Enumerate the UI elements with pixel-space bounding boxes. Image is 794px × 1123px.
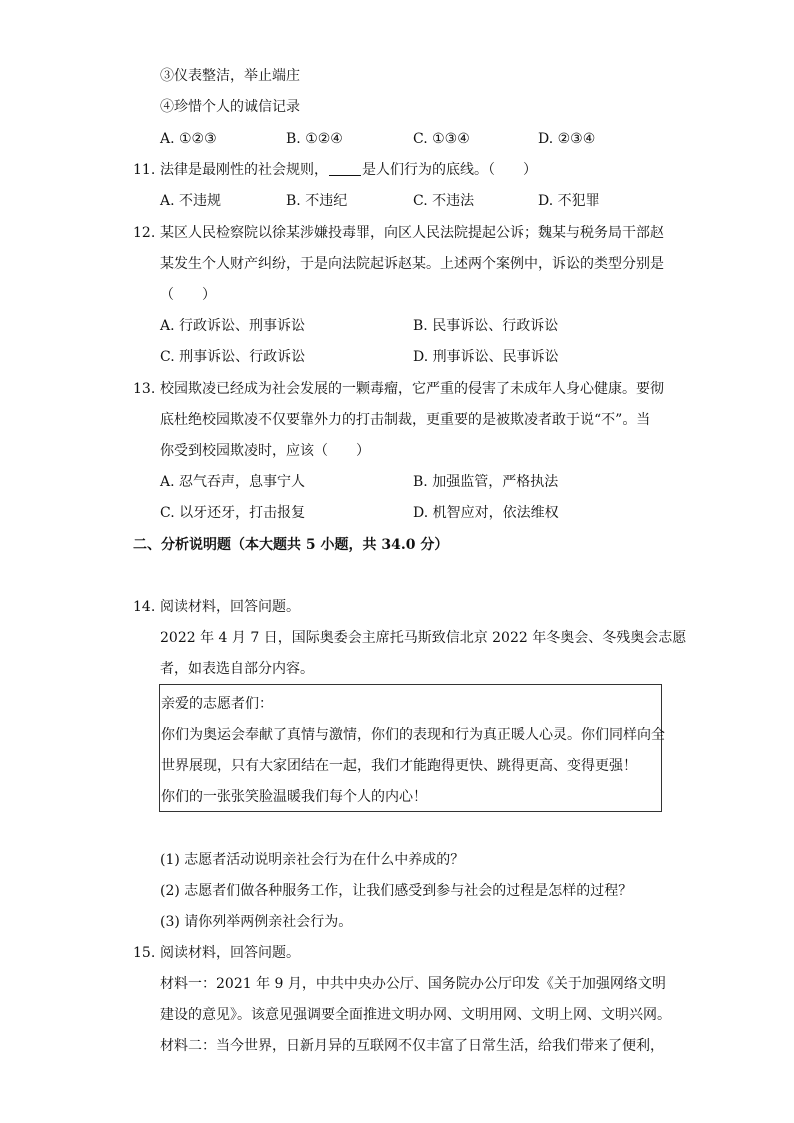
q15-material-2-line-1: 材料二：当今世界，日新月异的互联网不仅丰富了日常生活，给我们带来了便利， <box>160 1038 664 1054</box>
letter-line-2: 世界展现，只有大家团结在一起，我们才能跑得更快、跳得更高、变得更强！ <box>161 758 637 774</box>
q15-number: 15. <box>133 945 156 961</box>
q14-question-2: (2) 志愿者们做各种服务工作，让我们感受到参与社会的过程是怎样的过程？ <box>160 883 633 899</box>
q15-material-1-line-1: 材料一：2021 年 9 月，中共中央办公厅、国务院办公厅印发《关于加强网络文明 <box>160 976 666 992</box>
q12-stem-line-1: 某区人民检察院以徐某涉嫌投毒罪，向区人民法院提起公诉；魏某与税务局干部赵 <box>160 225 664 241</box>
q14-question-3: (3) 请你列举两例亲社会行为。 <box>160 914 353 930</box>
q11-option-b[interactable]: B. 不违纪 <box>286 193 348 209</box>
q14-intro-line-1: 2022 年 4 月 7 日，国际奥委会主席托马斯致信北京 2022 年冬奥会、冬残奥会志愿 <box>160 630 687 646</box>
q11-option-c[interactable]: C. 不违法 <box>413 193 475 209</box>
q14-prompt: 阅读材料，回答问题。 <box>160 599 300 615</box>
q12-option-a[interactable]: A. 行政诉讼、刑事诉讼 <box>160 318 306 334</box>
q13-option-c[interactable]: C. 以牙还牙，打击报复 <box>160 505 306 521</box>
letter-line-1: 你们为奥运会奉献了真情与激情，你们的表现和行为真正暖人心灵。你们同样向全 <box>161 727 665 743</box>
letter-line-3: 你们的一张张笑脸温暖我们每个人的内心！ <box>161 789 427 805</box>
q14-letter-box <box>159 684 665 812</box>
q13-stem-line-3: 你受到校园欺凌时，应该（ ） <box>160 443 370 459</box>
q13-option-d[interactable]: D. 机智应对，依法维权 <box>413 505 559 521</box>
q10-option-d[interactable]: D. ②③④ <box>538 131 596 147</box>
q14-number: 14. <box>133 599 156 615</box>
letter-greeting: 亲爱的志愿者们： <box>161 696 273 712</box>
q11-option-d[interactable]: D. 不犯罪 <box>538 193 600 209</box>
section-2-heading: 二、分析说明题（本大题共 5 小题，共 34.0 分） <box>133 537 449 553</box>
q11-stem <box>160 160 537 180</box>
q15-prompt: 阅读材料，回答问题。 <box>160 945 300 961</box>
q13-stem-line-1: 校园欺凌已经成为社会发展的一颗毒瘤，它严重的侵害了未成年人身心健康。要彻 <box>160 381 664 397</box>
q15-material-1-line-2: 建设的意见》。该意见强调要全面推进文明办网、文明用网、文明上网、文明兴网。 <box>160 1007 671 1023</box>
q13-stem-line-2: 底杜绝校园欺凌不仅要靠外力的打击制裁，更重要的是被欺凌者敢于说“不”。当 <box>160 412 651 428</box>
q10-item-4: ④珍惜个人的诚信记录 <box>160 99 300 115</box>
q11-stem-after: 是人们行为的底线。（ ） <box>362 162 537 178</box>
q12-option-d[interactable]: D. 刑事诉讼、民事诉讼 <box>413 349 559 365</box>
q10-option-c[interactable]: C. ①③④ <box>413 131 470 147</box>
q12-number: 12. <box>133 225 156 241</box>
q13-option-a[interactable]: A. 忍气吞声，息事宁人 <box>160 474 306 490</box>
q12-option-b[interactable]: B. 民事诉讼、行政诉讼 <box>413 318 559 334</box>
q12-stem-line-3: （ ） <box>160 287 216 303</box>
q11-number: 11. <box>133 162 156 178</box>
q13-option-b[interactable]: B. 加强监管，严格执法 <box>413 474 559 490</box>
q11-option-a[interactable]: A. 不违规 <box>160 193 222 209</box>
q12-option-c[interactable]: C. 刑事诉讼、行政诉讼 <box>160 349 306 365</box>
q10-item-3: ③仪表整洁，举止端庄 <box>160 68 300 84</box>
q13-number: 13. <box>133 381 156 397</box>
q14-question-1: (1) 志愿者活动说明亲社会行为在什么中养成的？ <box>160 852 465 868</box>
q10-option-b[interactable]: B. ①②④ <box>286 131 343 147</box>
q10-option-a[interactable]: A. ①②③ <box>160 131 217 147</box>
q14-intro-line-2: 者，如表选自部分内容。 <box>160 661 314 677</box>
q11-stem-before: 法律是最刚性的社会规则， <box>160 162 328 178</box>
q12-stem-line-2: 某发生个人财产纠纷，于是向法院起诉赵某。上述两个案例中，诉讼的类型分别是 <box>160 256 664 272</box>
q11-blank <box>329 161 361 176</box>
